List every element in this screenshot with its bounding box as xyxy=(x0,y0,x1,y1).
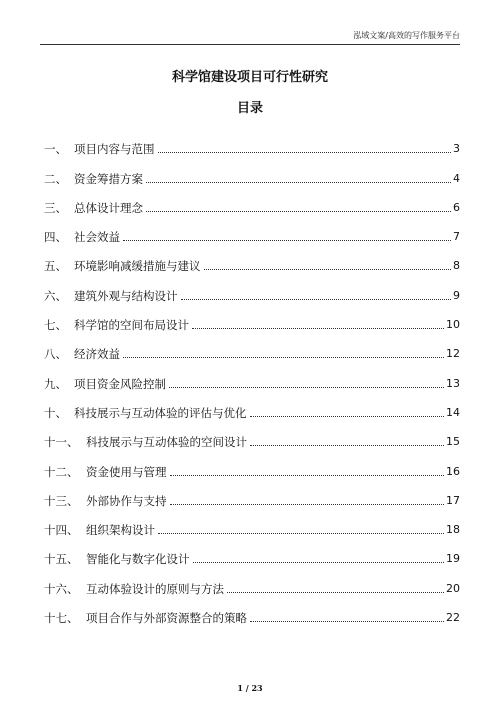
toc-entry-number: 六、 xyxy=(44,288,67,303)
toc-entry-number: 十七、 xyxy=(44,611,79,626)
toc-entry-page: 14 xyxy=(446,405,460,419)
document-title: 科学馆建设项目可行性研究 xyxy=(171,70,328,85)
toc-entry-11[interactable] xyxy=(44,420,460,449)
toc-entry-number: 十三、 xyxy=(44,493,79,508)
toc-entry-page: 20 xyxy=(446,581,460,595)
toc-entry-number: 四、 xyxy=(44,230,67,245)
toc-entry-number: 十一、 xyxy=(44,435,79,450)
toc-dot-leader xyxy=(204,259,452,270)
toc-entry-number: 十六、 xyxy=(44,581,79,596)
toc-entry-page: 7 xyxy=(453,230,460,244)
toc-entry-7[interactable] xyxy=(44,303,460,332)
toc-entry-2[interactable] xyxy=(44,156,460,185)
toc-entry-title: 环境影响减缓措施与建议 xyxy=(74,259,201,274)
toc-entry-number: 七、 xyxy=(44,318,67,333)
toc-entry-title: 科学馆的空间布局设计 xyxy=(74,318,189,333)
toc-entry-title: 项目内容与范围 xyxy=(74,142,155,157)
toc-entry-14[interactable] xyxy=(44,508,460,537)
toc-entry-page: 17 xyxy=(446,493,460,507)
toc-entry-17[interactable] xyxy=(44,596,460,625)
toc-dot-leader xyxy=(250,406,445,417)
toc-entry-15[interactable] xyxy=(44,537,460,566)
toc-entry-title: 科技展示与互动体验的空间设计 xyxy=(86,435,247,450)
toc-entry-title: 项目合作与外部资源整合的策略 xyxy=(86,611,247,626)
page-indicator: 1 / 23 xyxy=(237,683,263,693)
header-divider xyxy=(40,44,460,45)
toc-entry-title: 外部协作与支持 xyxy=(86,493,167,508)
toc-entry-title: 互动体验设计的原则与方法 xyxy=(86,581,224,596)
toc-entry-5[interactable] xyxy=(44,244,460,273)
toc-entry-page: 15 xyxy=(446,435,460,449)
toc-entry-page: 12 xyxy=(446,347,460,361)
toc-dot-leader xyxy=(250,611,444,622)
toc-heading: 目录 xyxy=(236,101,263,116)
toc-entry-title: 总体设计理念 xyxy=(74,200,143,215)
toc-dot-leader xyxy=(158,523,444,534)
toc-dot-leader xyxy=(181,289,452,300)
toc-entry-6[interactable] xyxy=(44,273,460,302)
toc-dot-leader xyxy=(169,377,444,388)
toc-entry-10[interactable] xyxy=(44,391,460,420)
toc-entry-page: 10 xyxy=(446,318,460,332)
toc-entry-number: 三、 xyxy=(44,200,67,215)
toc-entry-page: 22 xyxy=(446,611,460,625)
toc-entry-number: 八、 xyxy=(44,347,67,362)
toc-entry-title: 社会效益 xyxy=(74,230,120,245)
toc-entry-title: 资金使用与管理 xyxy=(86,464,167,479)
toc-entry-1[interactable] xyxy=(44,127,460,156)
toc-entry-12[interactable] xyxy=(44,449,460,478)
toc-dot-leader xyxy=(193,552,445,563)
toc-entry-title: 组织架构设计 xyxy=(86,523,155,538)
toc-entry-page: 8 xyxy=(453,259,460,273)
toc-entry-number: 十、 xyxy=(44,405,67,420)
toc-dot-leader xyxy=(170,465,445,476)
toc-entry-number: 二、 xyxy=(44,171,67,186)
toc-entry-page: 16 xyxy=(446,464,460,478)
toc-dot-leader xyxy=(170,494,445,505)
toc-entry-title: 经济效益 xyxy=(74,347,120,362)
toc-entry-number: 九、 xyxy=(44,376,67,391)
toc-entry-4[interactable] xyxy=(44,215,460,244)
toc-entry-title: 建筑外观与结构设计 xyxy=(74,288,178,303)
toc-entry-number: 十二、 xyxy=(44,464,79,479)
toc-entry-16[interactable] xyxy=(44,566,460,595)
toc-entry-13[interactable] xyxy=(44,479,460,508)
toc-entry-page: 4 xyxy=(453,171,460,185)
toc-entry-title: 智能化与数字化设计 xyxy=(86,552,190,567)
table-of-contents xyxy=(44,127,460,625)
toc-entry-title: 资金筹措方案 xyxy=(74,171,143,186)
toc-entry-page: 13 xyxy=(446,376,460,390)
toc-dot-leader xyxy=(192,318,444,329)
toc-dot-leader xyxy=(123,347,444,358)
toc-dot-leader xyxy=(250,435,444,446)
toc-dot-leader xyxy=(146,201,451,212)
toc-dot-leader xyxy=(227,582,444,593)
page-header: 泓域文案/高效的写作服务平台 xyxy=(353,31,460,40)
toc-entry-8[interactable] xyxy=(44,332,460,361)
toc-entry-page: 19 xyxy=(446,552,460,566)
toc-entry-title: 科技展示与互动体验的评估与优化 xyxy=(74,405,247,420)
toc-dot-leader xyxy=(123,230,451,241)
toc-dot-leader xyxy=(146,172,451,183)
toc-entry-9[interactable] xyxy=(44,361,460,390)
toc-entry-page: 3 xyxy=(453,142,460,156)
toc-entry-page: 18 xyxy=(446,523,460,537)
toc-entry-number: 五、 xyxy=(44,259,67,274)
toc-entry-number: 十四、 xyxy=(44,523,79,538)
toc-dot-leader xyxy=(158,142,452,153)
toc-entry-3[interactable] xyxy=(44,186,460,215)
toc-entry-page: 6 xyxy=(453,200,460,214)
toc-entry-page: 9 xyxy=(453,288,460,302)
toc-entry-number: 一、 xyxy=(44,142,67,157)
toc-entry-number: 十五、 xyxy=(44,552,79,567)
toc-entry-title: 项目资金风险控制 xyxy=(74,376,166,391)
